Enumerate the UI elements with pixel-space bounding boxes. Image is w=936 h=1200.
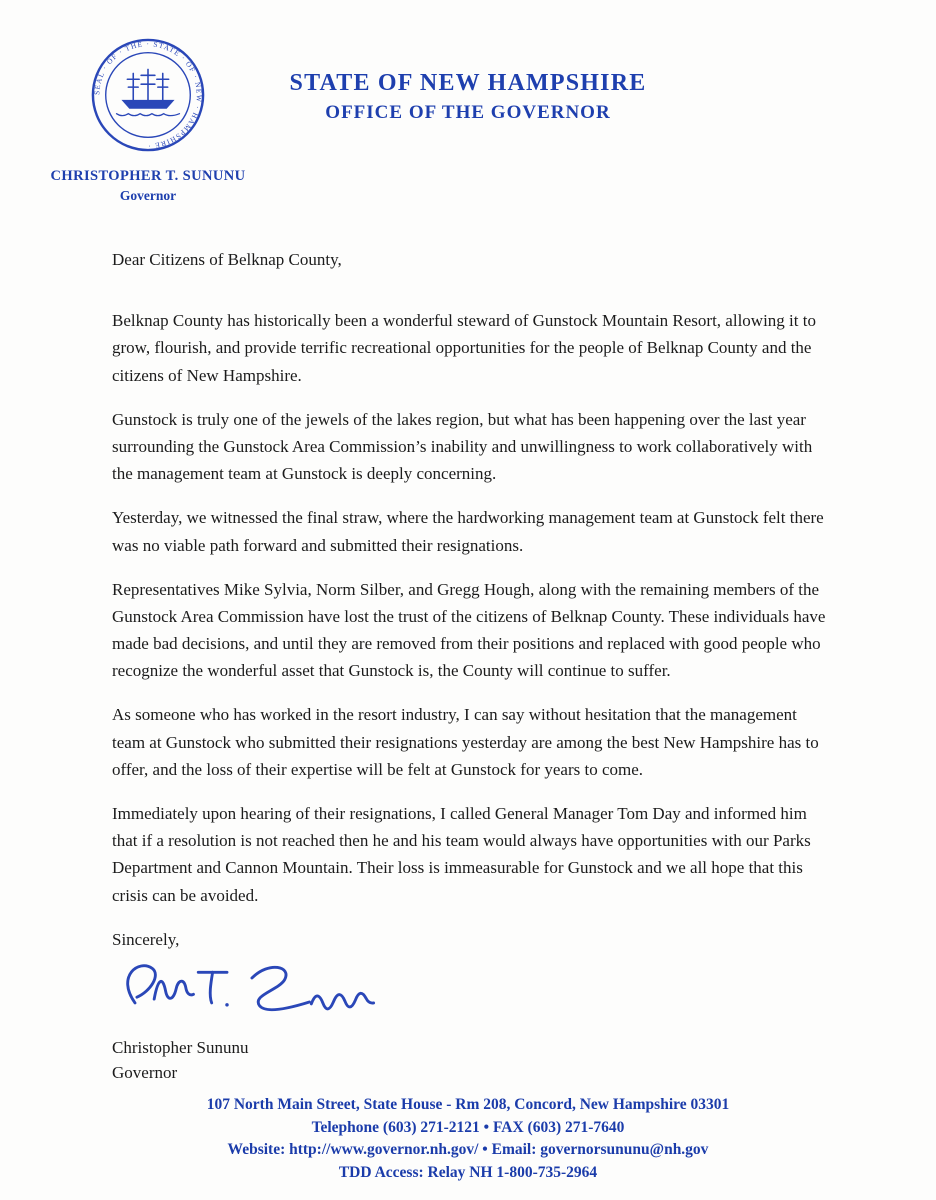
signer-title: Governor [112, 1062, 178, 1082]
salutation: Dear Citizens of Belknap County, [112, 250, 342, 269]
paragraph: Belknap County has historically been a wonderful steward of Gunstock Mountain Resort, allowing it to grow, flourish, and provide terrific recreational opportunities for the people of Belknap County and the citizens of New Hampshire. [112, 311, 816, 385]
signature [106, 955, 834, 1032]
governor-identification [30, 168, 266, 204]
seal-ring-text: SEAL · OF · THE · STATE · OF · NEW · HAMPSHIRE · [92, 39, 204, 151]
paragraph: Gunstock is truly one of the jewels of the lakes region, but what has been happening over the last year surrounding the Gunstock Area Commission’s inability and unwillingness to work collaboratively with the management team at Gunstock is deeply concerning. [112, 409, 813, 484]
closing: Sincerely, [112, 929, 180, 949]
footer-phone-fax: Telephone (603) 271-2121 • FAX (603) 271-7640 [311, 1118, 625, 1136]
paragraph: Immediately upon hearing of their resignations, I called General Manager Tom Day and informed him that if a resolution is not reached then he and his team would always have opportunities with our Parks Department and Cannon Mountain. Their loss is immeasurable for Gunstock and we all hope that this crisis can be avoided. [112, 804, 811, 905]
office-title: OFFICE OF THE GOVERNOR [325, 102, 611, 123]
signer-name: Christopher Sununu [112, 1038, 249, 1058]
governor-title: Governor [119, 188, 177, 203]
letter-footer [0, 1094, 936, 1184]
footer-address: 107 North Main Street, State House - Rm 208, Concord, New Hampshire 03301 [206, 1096, 730, 1114]
footer-tdd: TDD Access: Relay NH 1-800-735-2964 [338, 1163, 598, 1181]
footer-website-email: Website: http://www.governor.nh.gov/ • Email: governorsununu@nh.gov [227, 1141, 709, 1159]
paragraph: Representatives Mike Sylvia, Norm Silber, and Gregg Hough, along with the remaining members of the Gunstock Area Commission have lost the trust of the citizens of Belknap County. These individuals have made bad decisions, and until they are removed from their positions and replaced with good people who recognize the wonderful asset that Gunstock is, the County will continue to suffer. [112, 579, 826, 681]
governor-name: CHRISTOPHER T. SUNUNU [50, 168, 246, 184]
letterhead-titles [0, 70, 936, 124]
letter-body [112, 246, 834, 1085]
state-title: STATE OF NEW HAMPSHIRE [289, 70, 647, 96]
paragraph: Yesterday, we witnessed the final straw, where the hardworking management team at Gunstock felt there was no viable path forward and submitted their resignations. [112, 508, 824, 555]
paragraph: As someone who has worked in the resort industry, I can say without hesitation that the management team at Gunstock who submitted their resignations yesterday are among the best New Hampshire has to offer, and the loss of their expertise will be felt at Gunstock for years to come. [112, 705, 819, 779]
letterhead [0, 0, 936, 230]
